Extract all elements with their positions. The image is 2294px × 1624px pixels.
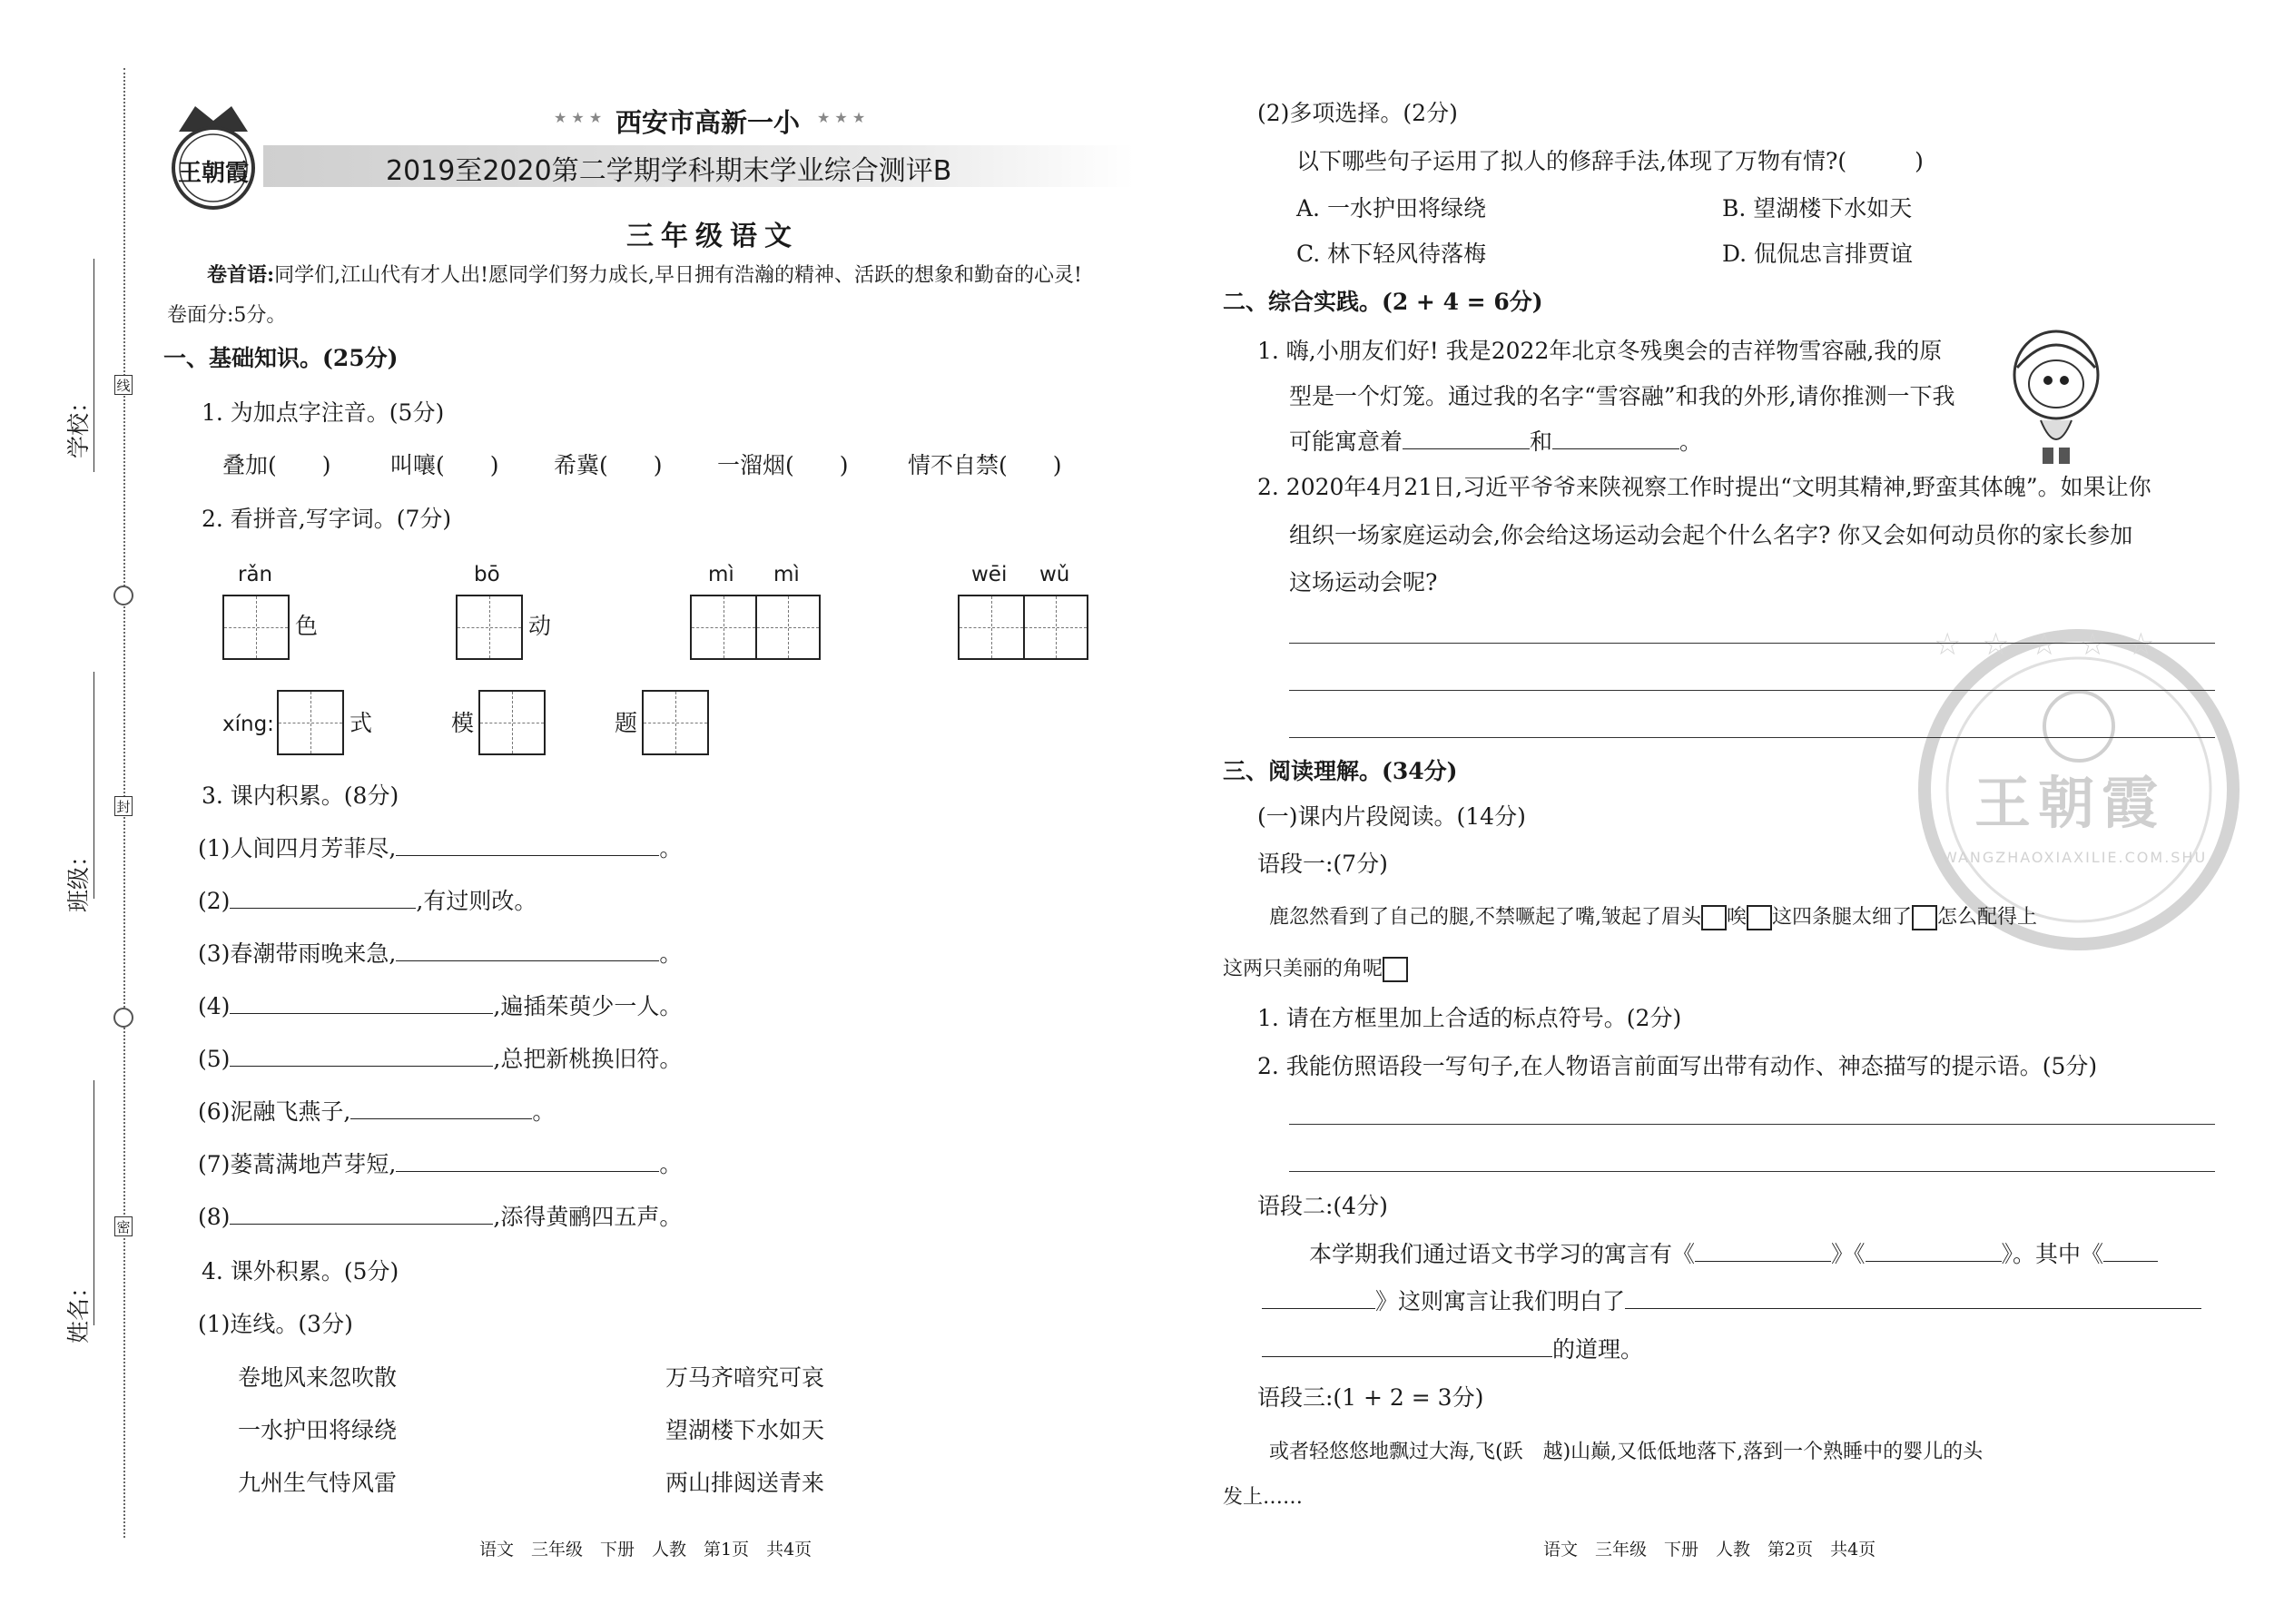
grid-char: 题 (615, 710, 638, 736)
pinyin: xíng: (222, 713, 274, 736)
grid-char: 式 (350, 710, 373, 736)
q3-item: (2) ,有过则改。 (198, 888, 537, 914)
binding-hole-icon (113, 1008, 133, 1028)
logo-text: 王朝霞 (178, 160, 250, 187)
answer-blank[interactable] (1625, 1288, 2201, 1309)
answer-blank[interactable] (1695, 1241, 1831, 1262)
q4-title: 4. 课外积累。(5分) (202, 1258, 399, 1284)
q1-item: 叠加( ) (222, 452, 331, 478)
answer-line[interactable] (1289, 1124, 2215, 1125)
segment-3-line: 发上…… (1223, 1486, 1304, 1509)
answer-blank[interactable] (396, 1151, 659, 1172)
q3-item: (8) ,添得黄鹂四五声。 (198, 1204, 683, 1230)
answer-blank[interactable] (230, 993, 493, 1014)
answer-blank[interactable] (1262, 1336, 1552, 1357)
answer-line[interactable] (1289, 737, 2215, 738)
answer-blank[interactable] (396, 835, 659, 856)
watermark-stars-icon: ☆ ☆ ☆ ☆ ☆ (1934, 626, 2161, 663)
option-d[interactable]: D. 侃侃忠言排贾谊 (1722, 241, 1914, 267)
match-right-item[interactable]: 两山排闼送青来 (665, 1470, 825, 1496)
pinyin: bō (474, 563, 500, 586)
pinyin: wǔ (1039, 563, 1070, 586)
star-decoration-icon: ★ ★ ★ (554, 109, 603, 126)
writing-grid[interactable] (277, 690, 344, 755)
s2-q2-line: 组织一场家庭运动会,你会给这场运动会起个什么名字? 你又会如何动员你的家长参加 (1289, 522, 2133, 548)
pinyin: rǎn (238, 563, 273, 586)
segment-3-title: 语段三:(1 + 2 = 3分) (1257, 1384, 1484, 1411)
answer-blank[interactable] (2103, 1241, 2158, 1262)
section-2-title: 二、综合实践。(2 + 4 = 6分) (1223, 289, 1543, 315)
segment-2-line: 的道理。 (1262, 1336, 1643, 1363)
writing-grid[interactable] (690, 595, 821, 660)
writing-grid[interactable] (642, 690, 709, 755)
q3-item: (3)春潮带雨晚来急, 。 (198, 940, 683, 967)
school-label: 学校： (65, 389, 92, 458)
match-left-item[interactable]: 卷地风来忽吹散 (238, 1364, 398, 1391)
match-right-item[interactable]: 万马齐喑究可哀 (665, 1364, 825, 1391)
writing-grid[interactable] (958, 595, 1088, 660)
q1-item: 希冀( ) (554, 452, 663, 478)
name-label: 姓名： (65, 1275, 92, 1343)
section-3-title: 三、阅读理解。(34分) (1223, 758, 1458, 784)
q4-1-title: (1)连线。(3分) (198, 1311, 353, 1337)
q3-item: (6)泥融飞燕子, 。 (198, 1098, 556, 1125)
writing-grid[interactable] (456, 595, 523, 660)
page-footer: 语文 三年级 下册 人教 第1页 共4页 (479, 1540, 812, 1560)
seal-mark-feng: 封 (114, 796, 133, 816)
seal-mark-mi: 密 (114, 1216, 133, 1236)
pinyin: wēi (971, 563, 1008, 586)
grid-char: 动 (528, 613, 552, 639)
segment-1-title: 语段一:(7分) (1257, 851, 1388, 877)
s3-part1-title: (一)课内片段阅读。(14分) (1257, 803, 1526, 830)
punctuation-box[interactable] (1912, 905, 1937, 930)
q4-2-title: (2)多项选择。(2分) (1257, 100, 1458, 126)
option-b[interactable]: B. 望湖楼下水如天 (1722, 195, 1913, 221)
segment-1-text: 这两只美丽的角呢 (1223, 953, 1408, 982)
answer-blank[interactable] (230, 888, 416, 909)
q3-item: (7)蒌蒿满地芦芽短, 。 (198, 1151, 683, 1177)
s2-q2-line: 这场运动会呢? (1289, 569, 1438, 595)
segment-2-line: 》这则寓言让我们明白了 (1262, 1288, 2201, 1315)
q1-title: 1. 为加点字注音。(5分) (202, 399, 445, 426)
match-left-item[interactable]: 一水护田将绿绕 (238, 1417, 398, 1443)
q1-item: 叫嚷( ) (390, 452, 499, 478)
answer-blank[interactable] (230, 1046, 493, 1067)
writing-grid[interactable] (478, 690, 546, 755)
punctuation-box[interactable] (1747, 905, 1772, 930)
s2-q1-line: 型是一个灯笼。通过我的名字“雪容融”和我的外形,请你推测一下我 (1289, 383, 1955, 409)
s2-q1-line: 1. 嗨,小朋友们好! 我是2022年北京冬残奥会的吉祥物雪容融,我的原 (1257, 338, 1943, 364)
writing-grid[interactable] (222, 595, 290, 660)
s2-q2-line: 2. 2020年4月21日,习近平爷爷来陕视察工作时提出“文明其精神,野蛮其体魄”。如果让你 (1257, 474, 2151, 500)
option-a[interactable]: A. 一水护田将绿绕 (1296, 195, 1486, 221)
q3-item: (5) ,总把新桃换旧符。 (198, 1046, 683, 1072)
segment-2-title: 语段二:(4分) (1257, 1193, 1388, 1219)
q3-item: (1)人间四月芳菲尽, 。 (198, 835, 683, 861)
mascot-lantern-icon (2006, 322, 2106, 468)
answer-line[interactable] (1289, 1171, 2215, 1172)
answer-line[interactable] (1289, 643, 2215, 644)
pinyin: mì (708, 563, 734, 586)
q1-item: 情不自禁( ) (908, 452, 1062, 478)
class-label: 班级： (65, 843, 92, 912)
answer-blank[interactable] (350, 1098, 532, 1119)
school-name: 西安市高新一小 (615, 107, 801, 138)
q2-title: 2. 看拼音,写字词。(7分) (202, 506, 452, 532)
q1-item: 一溜烟( ) (717, 452, 849, 478)
star-decoration-icon: ★ ★ ★ (817, 109, 866, 126)
section-1-title: 一、基础知识。(25分) (163, 345, 399, 371)
subject-title: 三年级语文 (626, 221, 799, 252)
watermark-arc-text: WANGZHAOXIAXILIE.COM.SHU (1943, 849, 2208, 866)
page-footer: 语文 三年级 下册 人教 第2页 共4页 (1543, 1540, 1876, 1560)
match-right-item[interactable]: 望湖楼下水如天 (665, 1417, 825, 1443)
grid-char: 色 (295, 613, 319, 639)
seal-mark-xian: 线 (114, 375, 133, 395)
answer-blank[interactable] (396, 940, 659, 961)
preface: 卷首语:同学们,江山代有才人出!愿同学们努力成长,早日拥有浩瀚的精神、活跃的想象和勤奋的心灵! (207, 263, 1082, 287)
segment-2-line: 本学期我们通过语文书学习的寓言有《 》《 》。其中《 (1309, 1241, 2158, 1268)
grid-char: 模 (451, 710, 475, 736)
punctuation-box[interactable] (1701, 905, 1727, 930)
option-c[interactable]: C. 林下轻风待落梅 (1296, 241, 1487, 267)
answer-blank[interactable] (1262, 1288, 1375, 1309)
segment-1-text: 鹿忽然看到了自己的腿,不禁噘起了嘴,皱起了眉头 唉 这四条腿太细了 怎么配得上 (1269, 906, 2038, 929)
match-left-item[interactable]: 九州生气恃风雷 (238, 1470, 398, 1496)
segment-3-line: 或者轻悠悠地飘过大海,飞(跃 越)山巅,又低低地落下,落到一个熟睡中的婴儿的头 (1269, 1441, 1984, 1463)
answer-blank[interactable] (1403, 428, 1530, 449)
answer-blank[interactable] (1552, 428, 1679, 449)
answer-line[interactable] (1289, 690, 2215, 691)
watermark-text: 王朝霞 (1974, 770, 2166, 836)
seg1-q2: 2. 我能仿照语段一写句子,在人物语言前面写出带有动作、神态描写的提示语。(5分) (1257, 1053, 2098, 1079)
punctuation-box[interactable] (1383, 957, 1408, 982)
q3-title: 3. 课内积累。(8分) (202, 782, 399, 809)
q4-2-stem: 以下哪些句子运用了拟人的修辞手法,体现了万物有情?( ) (1296, 148, 1924, 174)
exam-title: 2019至2020第二学期学科期末学业综合测评B (386, 155, 952, 187)
score-note: 卷面分:5分。 (167, 304, 287, 327)
pinyin: mì (773, 563, 800, 586)
q3-item: (4) ,遍插茱萸少一人。 (198, 993, 683, 1019)
s2-q1-line: 可能寓意着 和 。 (1289, 428, 1703, 455)
seg1-q1: 1. 请在方框里加上合适的标点符号。(2分) (1257, 1005, 1682, 1031)
answer-blank[interactable] (1866, 1241, 2002, 1262)
answer-blank[interactable] (230, 1204, 493, 1225)
binding-hole-icon (113, 586, 133, 605)
